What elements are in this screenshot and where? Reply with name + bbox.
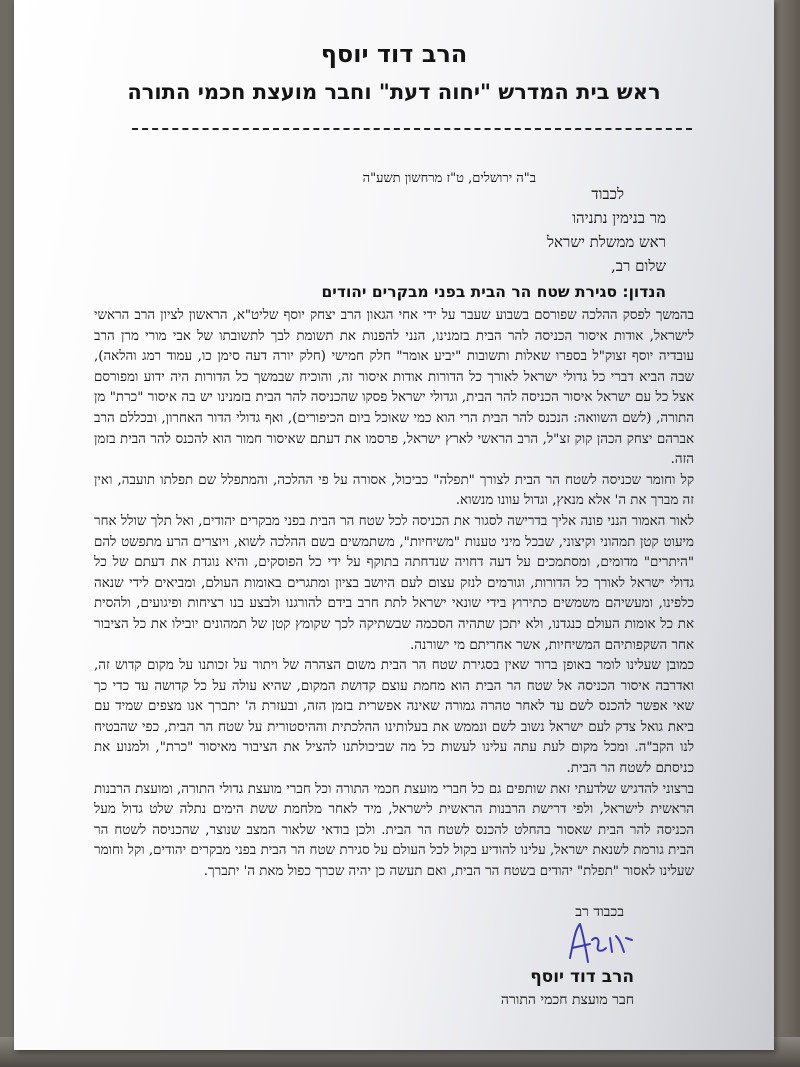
letterhead-title: ראש בית המדרש "יחוה דעת" וחבר מועצת חכמי התורה — [127, 80, 661, 104]
signatory-role: חבר מועצת חכמי התורה — [500, 992, 634, 1008]
closing-line: בכבוד רב — [575, 904, 624, 920]
recipient-name: מר בנימין נתניהו — [572, 209, 666, 227]
body-paragraph: לאור האמור הנני פונה אליך בדרישה לסגור את הכניסה לכל שטח הר הבית בפני מבקרים יהודים, ואל תלך שולל אחר מיעוט קטן תמהוני וקיצוני, שבכל מיני טענות "משיחיות", משתמשים בשם ההלכה לשוא, ויוצרים הרע מתפשט להם "היתרים" מדומים, ומסתמכים על דעה דחויה שנדחתה בתוקף על ידי כל הפוסקים, והיא נוגדת את דעתם של כל גדולי ישראל לאורך כל הדורות, וגורמים לנזק עצום לעם היושב בציון ומתגרים באומות העולם, ומביאים לידי שנאה כלפינו, ומעשיהם משמשים כתירוץ בידי שונאי ישראל לתת חרב בידם להורגנו ולבצע בנו רציחות ופיגועים, ולהסית את כל אומות העולם כנגדנו, ולא יתכן שתהיה הסכמה שבשתיקה לכך שקומץ קטן של תמהונים יובילו את כל הציבור אחר השקפותיהם המשיחיות, אשר אחריתם מי ישורנה. — [94, 513, 694, 653]
body-paragraph: ברצוני להדגיש שלדעתי זאת שותפים גם כל חברי מועצת חכמי התורה וכל חברי מועצת גדולי התורה, ומועצת הרבנות הראשית לישראל, ולפי דרישת הרבנות הראשית לישראל, מיד לאחר מלחמת ששת הימים נתלה שלט גדול מעל הכניסה להר הבית שאסור בהחלט להכנס לשטח הר הבית. ולכן בודאי שלאור המצב שנוצר, שהכניסה לשטח הר הבית גורמת לשנאת ישראל, עלינו להודיע בקול לכל העולם על סגירת שטח הר הבית בפני מבקרים יהודים, וקל וחומר שעלינו לאסור "תפלת" יהודים בשטח הר הבית, ואם תעשה כן יהיה שכרך כפול מאת ה' יתברך. — [94, 781, 694, 880]
letter-body — [94, 306, 694, 883]
letterhead-divider — [132, 128, 692, 130]
subject-line: הנדון: סגירת שטח הר הבית בפני מבקרים יהודים — [321, 283, 666, 301]
signatory-name: הרב דוד יוסף — [530, 967, 634, 987]
recipient-greeting: שלום רב, — [611, 257, 666, 275]
body-paragraph: כמובן שעלינו לומר באופן ברור שאין בסגירת שטח הר הבית משום הצהרה של ויתור על זכותנו על מקום קדוש זה, ואדרבה איסור הכניסה אל שטח הר הבית הוא מחמת עוצם קדושת המקום, שהיא עולה על כל קדושה עד כדי כך שאי אפשר להכנס לשם עד לאחר טהרה גמורה שאינה אפשרית בזמן הזה, ובעזרת ה' יתברך אנו מצפים שמיד עם ביאת גואל צדק לעם ישראל נשוב לשם ונממש את בעלותינו ההלכתית וההיסטורית על שטח הר הבית, כפי שהבטיח לנו הקב"ה. ומכל מקום לעת עתה עלינו לעשות כל מה שביכולתנו להציל את הציבור מאיסור "כרת", ולמנוע את כניסתם לשטח הר הבית. — [94, 658, 694, 777]
body-paragraph: קל וחומר שכניסה לשטח הר הבית לצורך "תפלה" כביכול, אסורה על פי ההלכה, והמתפלל שם תפלתו תועבה, ואין זה מברך את ה' אלא מנאץ, וגדול עוונו מנשוא. — [94, 472, 694, 509]
handwritten-signature — [562, 918, 642, 968]
letter-page — [14, 0, 774, 1050]
body-paragraph: בהמשך לפסק ההלכה שפורסם בשבוע שעבר על ידי אחי הגאון הרב יצחק יוסף שליט"א, הראשון לציון הרב הראשי לישראל, אודות איסור הכניסה להר הבית בזמנינו, הנני להפנות את תשומת לבך לתשובתו של אבי מורי מרן הרב עובדיה יוסף זצוק"ל בספרו שאלות ותשובות "יביע אומר" חלק חמישי (חלק יורה דעה סימן כו, עמוד רמג והלאה), שבה הביא דברי כל גדולי ישראל לאורך כל הדורות אודות איסור זה, והוכיח שבמשך כל הדורות היה ידוע ומפורסם אצל כל עם ישראל איסור הכניסה להר הבית, וגדולי ישראל פסקו שהכניסה להר הבית בזמנינו יש בה איסור "כרת" מן התורה, (לשם השוואה: הנכנס להר הבית הרי הוא כמי שאוכל ביום הכיפורים), ואף גדולי הדור האחרון, ובכללם הרב אברהם יצחק הכהן קוק זצ"ל, הרב הראשי לארץ ישראל, פרסמו את דעתם שאיסור חמור הוא להכנס להר הבית בזמן הזה. — [94, 308, 694, 468]
letterhead-name: הרב דוד יוסף — [320, 40, 468, 68]
recipient-to: לכבוד — [591, 185, 624, 203]
date-line: ב"ה ירושלים, ט"ז מרחשון תשע"ה — [362, 171, 536, 186]
recipient-role: ראש ממשלת ישראל — [546, 233, 666, 251]
